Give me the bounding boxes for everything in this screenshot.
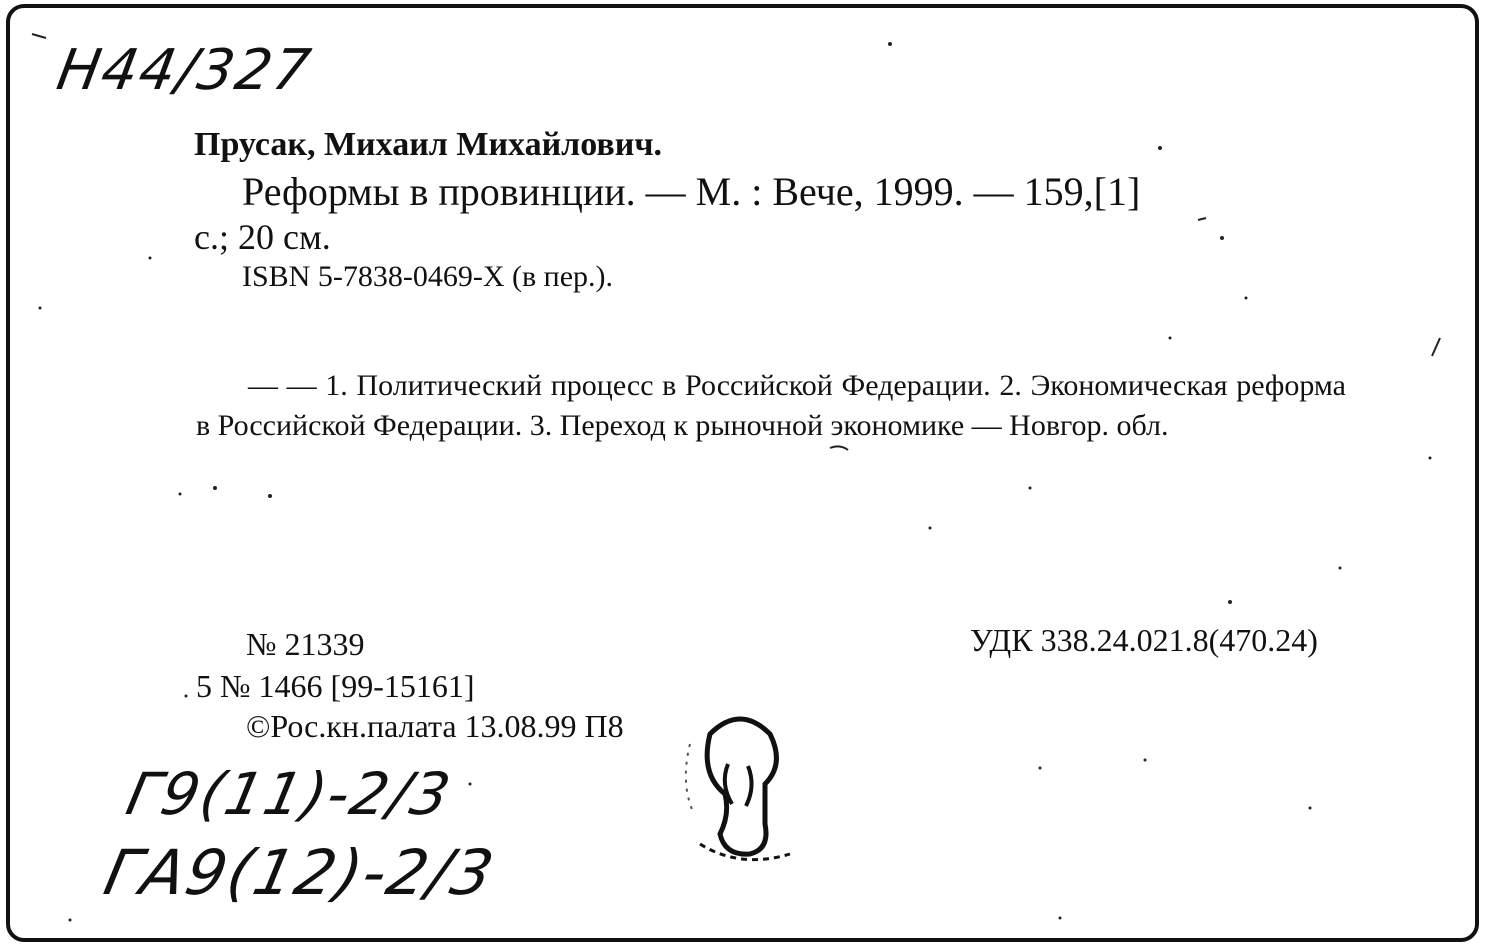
isbn-line: ISBN 5-7838-0469-X (в пер.).: [242, 260, 614, 293]
subject-headings: [196, 366, 1346, 446]
registration-number: 5 № 1466 [99-15161]: [196, 668, 475, 704]
stamp-mark: [670, 694, 810, 874]
call-number: Н44/327: [52, 38, 317, 103]
title-publication-line: Реформы в провинции. — М. : Вече, 1999. — 159,[1]: [242, 169, 1141, 214]
subject-text: — — 1. Политический процесс в Российской Федерации. 2. Экономическая реформа в Российской Федерации. 3. Переход к рыночной экономике — Новгор. обл.: [196, 369, 1346, 442]
book-chamber-imprint: ©Рос.кн.палата 13.08.99 П8: [246, 708, 624, 744]
author-heading: Прусак, Михаил Михайлович.: [194, 126, 663, 163]
record-number: № 21339: [246, 626, 365, 662]
handwritten-classification-2: ГА9(12)-2/3: [98, 836, 502, 909]
physical-description: с.; 20 см.: [194, 217, 331, 257]
catalog-card: [6, 4, 1479, 942]
handwritten-classification-1: Г9(11)-2/3: [120, 760, 458, 828]
udk-code: УДК 338.24.021.8(470.24): [970, 622, 1318, 658]
